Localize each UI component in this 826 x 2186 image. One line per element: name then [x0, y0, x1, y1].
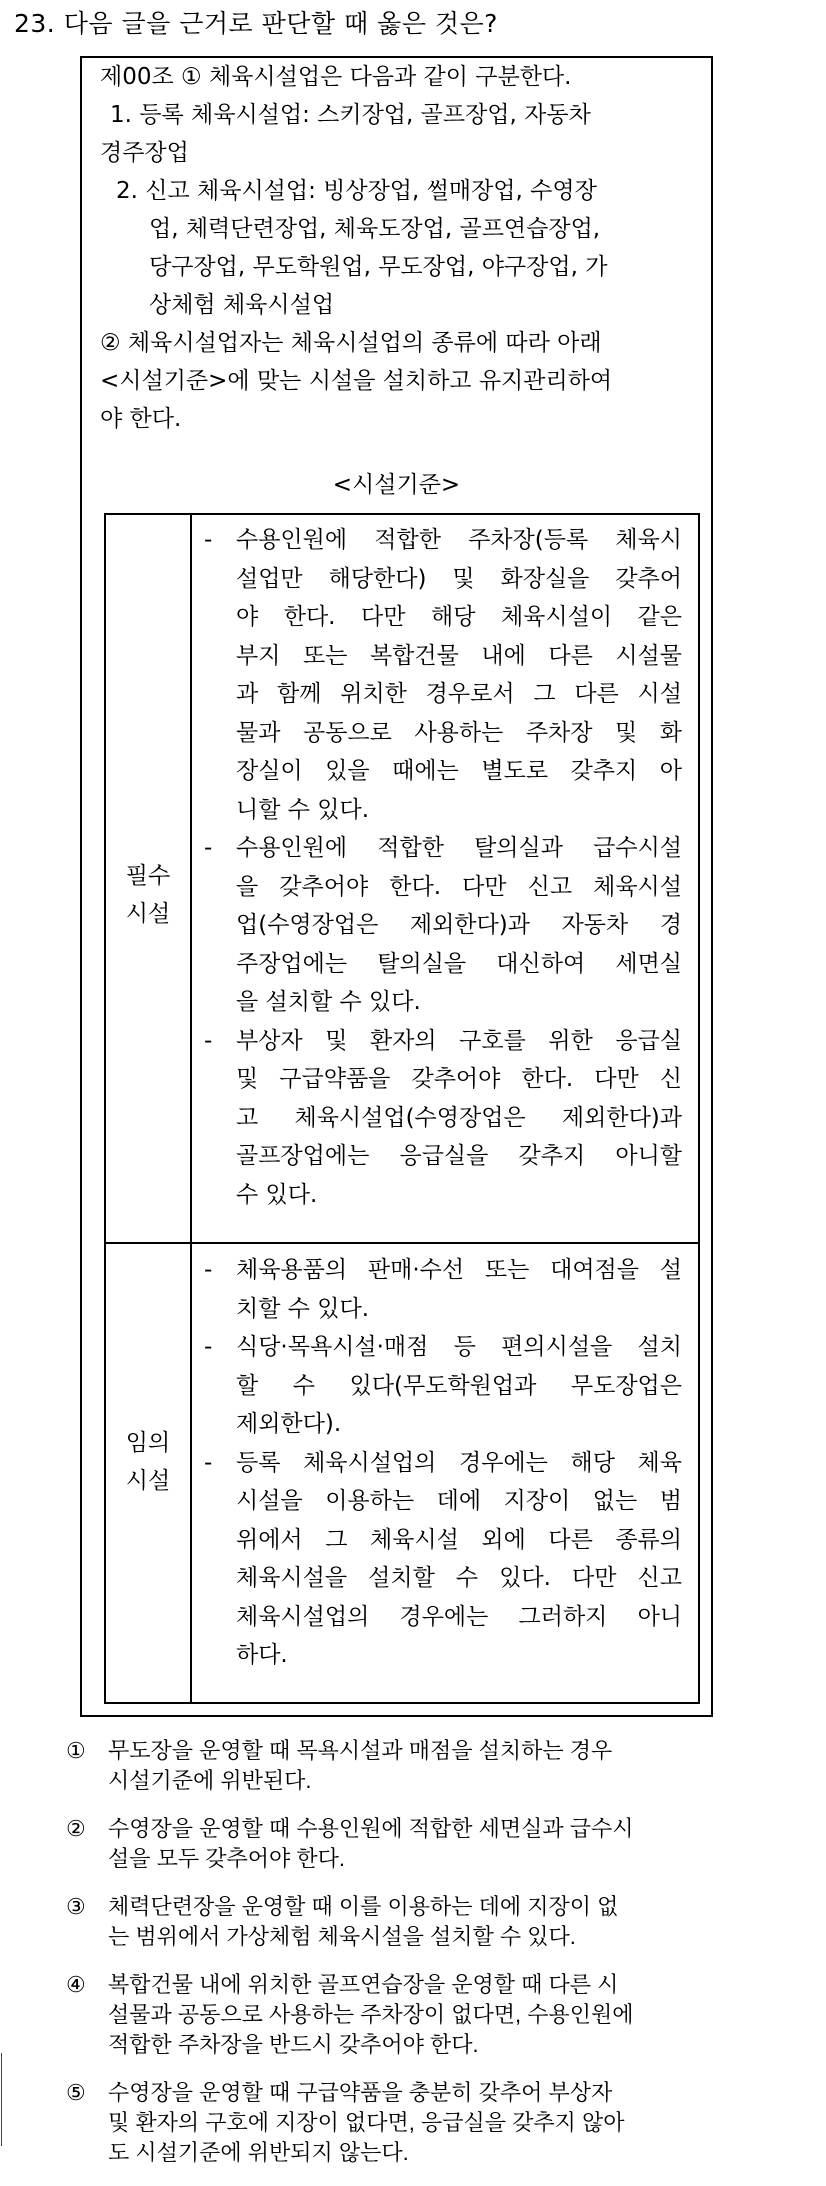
item-line: 골프장업에는 응급실을 갖추지 아니할 — [236, 1143, 682, 1169]
choice-line: 설물과 공동으로 사용하는 주차장이 없다면, 수용인원에 — [108, 2002, 634, 2027]
law-line-clause-1: 제00조 ① 체육시설업은 다음과 같이 구분한다. — [100, 64, 572, 90]
item-line: 야 한다. 다만 해당 체육시설이 같은 — [236, 604, 682, 630]
choice-number: ④ — [66, 1972, 86, 1997]
choice-line: 무도장을 운영할 때 목욕시설과 매점을 설치하는 경우 — [108, 1738, 613, 1763]
law-article — [100, 58, 700, 438]
standards-title: <시설기준> — [332, 472, 461, 498]
standard-item — [192, 829, 698, 1022]
standard-item — [192, 1328, 698, 1444]
standard-item — [192, 1444, 698, 1675]
item-line: 체육용품의 판매·수선 또는 대여점을 설 — [236, 1257, 682, 1283]
law-line-item-2: 2. 신고 체육시설업: 빙상장업, 썰매장업, 수영장 — [116, 178, 597, 204]
item-line: 업(수영장업은 제외한다)과 자동차 경 — [236, 912, 682, 938]
standard-item — [192, 1251, 698, 1328]
item-line: 할 수 있다(무도학원업과 무도장업은 — [236, 1372, 682, 1399]
item-line: 과 함께 위치한 경우로서 그 다른 시설 — [236, 681, 682, 707]
standard-item — [192, 1022, 698, 1215]
item-line: 제외한다). — [236, 1411, 342, 1437]
item-line: 을 갖추어야 한다. 다만 신고 체육시설 — [236, 873, 682, 900]
dash-marker: - — [204, 835, 213, 861]
item-line: 고 체육시설업(수영장업은 제외한다)과 — [236, 1104, 682, 1131]
choice-line: 복합건물 내에 위치한 골프연습장을 운영할 때 다른 시 — [108, 1972, 619, 1997]
law-line-item-1: 1. 등록 체육시설업: 스키장업, 골프장업, 자동차 — [110, 102, 591, 128]
standard-item — [192, 521, 698, 829]
row-label-line: 필수 — [125, 863, 171, 889]
choice-3[interactable] — [66, 1892, 786, 1952]
item-line: 부지 또는 복합건물 내에 다른 시설물 — [236, 642, 682, 669]
item-line: 수 있다. — [236, 1181, 318, 1208]
item-line: 하다. — [236, 1642, 288, 1668]
law-line-clause-2: ② 체육시설업자는 체육시설업의 종류에 따라 아래 — [100, 330, 602, 356]
row-label-line: 시설 — [125, 901, 171, 927]
choice-line: 수영장을 운영할 때 수용인원에 적합한 세면실과 급수시 — [108, 1816, 634, 1841]
choice-line: 및 환자의 구호에 지장이 없다면, 응급실을 갖추지 않아 — [108, 2110, 625, 2135]
row-content-optional — [192, 1251, 698, 1675]
choice-line: 도 시설기준에 위반되지 않는다. — [108, 2140, 409, 2165]
choice-5[interactable] — [66, 2078, 786, 2168]
choice-number: ③ — [66, 1894, 86, 1919]
item-line: 수용인원에 적합한 주차장(등록 체육시 — [236, 527, 682, 553]
row-label-line: 시설 — [125, 1468, 171, 1494]
answer-choices — [66, 1736, 786, 2186]
question-title: 23. 다음 글을 근거로 판단할 때 옳은 것은? — [14, 9, 498, 38]
item-line: 주장업에는 탈의실을 대신하여 세면실 — [236, 950, 682, 977]
choice-number: ⑤ — [66, 2080, 86, 2105]
row-content-required — [192, 521, 698, 1214]
choice-2[interactable] — [66, 1814, 786, 1874]
law-line-clause-2-cont-1: <시설기준>에 맞는 시설을 설치하고 유지관리하여 — [100, 368, 613, 394]
choice-1[interactable] — [66, 1736, 786, 1796]
item-line: 식당·목욕시설·매점 등 편의시설을 설치 — [236, 1334, 682, 1360]
item-line: 을 설치할 수 있다. — [236, 989, 421, 1015]
choice-line: 수영장을 운영할 때 구급약품을 충분히 갖추어 부상자 — [108, 2080, 613, 2105]
item-line: 부상자 및 환자의 구호를 위한 응급실 — [236, 1027, 682, 1054]
item-line: 물과 공동으로 사용하는 주차장 및 화 — [236, 719, 682, 746]
margin-line — [1, 2053, 2, 2146]
choice-4[interactable] — [66, 1970, 786, 2060]
choice-line: 설을 모두 갖추어야 한다. — [108, 1846, 345, 1871]
dash-marker: - — [204, 527, 213, 553]
item-line: 및 구급약품을 갖추어야 한다. 다만 신 — [236, 1066, 682, 1092]
choice-number: ① — [66, 1738, 86, 1763]
row-label-optional — [106, 1424, 190, 1500]
choice-line: 체력단련장을 운영할 때 이를 이용하는 데에 지장이 없 — [108, 1894, 619, 1919]
item-line: 등록 체육시설업의 경우에는 해당 체육 — [236, 1449, 682, 1476]
item-line: 체육시설을 설치할 수 있다. 다만 신고 — [236, 1565, 682, 1591]
law-line-item-2-cont-1: 업, 체력단련장업, 체육도장업, 골프연습장업, — [149, 216, 601, 242]
item-line: 수용인원에 적합한 탈의실과 급수시설 — [236, 835, 682, 861]
law-line-item-1-cont: 경주장업 — [100, 140, 189, 166]
dash-marker: - — [204, 1257, 213, 1283]
row-divider — [106, 1242, 698, 1244]
item-line: 설업만 해당한다) 및 화장실을 갖추어 — [236, 565, 682, 592]
item-line: 체육시설업의 경우에는 그러하지 아니 — [236, 1603, 682, 1630]
item-line: 니할 수 있다. — [236, 796, 370, 823]
choice-line: 적합한 주차장을 반드시 갖추어야 한다. — [108, 2032, 479, 2057]
law-line-item-2-cont-3: 상체험 체육시설업 — [149, 292, 335, 318]
item-line: 장실이 있을 때에는 별도로 갖추지 아 — [236, 758, 682, 784]
item-line: 위에서 그 체육시설 외에 다른 종류의 — [236, 1526, 682, 1553]
choice-line: 는 범위에서 가상체험 체육시설을 설치할 수 있다. — [108, 1924, 576, 1949]
item-line: 치할 수 있다. — [236, 1295, 370, 1322]
dash-marker: - — [204, 1449, 213, 1476]
row-label-required — [106, 857, 190, 933]
item-line: 시설을 이용하는 데에 지장이 없는 범 — [236, 1488, 682, 1514]
dash-marker: - — [204, 1027, 213, 1054]
choice-number: ② — [66, 1816, 86, 1841]
row-label-line: 임의 — [125, 1430, 171, 1456]
standards-table — [104, 513, 700, 1704]
law-line-item-2-cont-2: 당구장업, 무도학원업, 무도장업, 야구장업, 가 — [149, 254, 608, 280]
choice-line: 시설기준에 위반된다. — [108, 1768, 312, 1793]
law-line-clause-2-cont-2: 야 한다. — [100, 406, 182, 432]
dash-marker: - — [204, 1334, 213, 1360]
